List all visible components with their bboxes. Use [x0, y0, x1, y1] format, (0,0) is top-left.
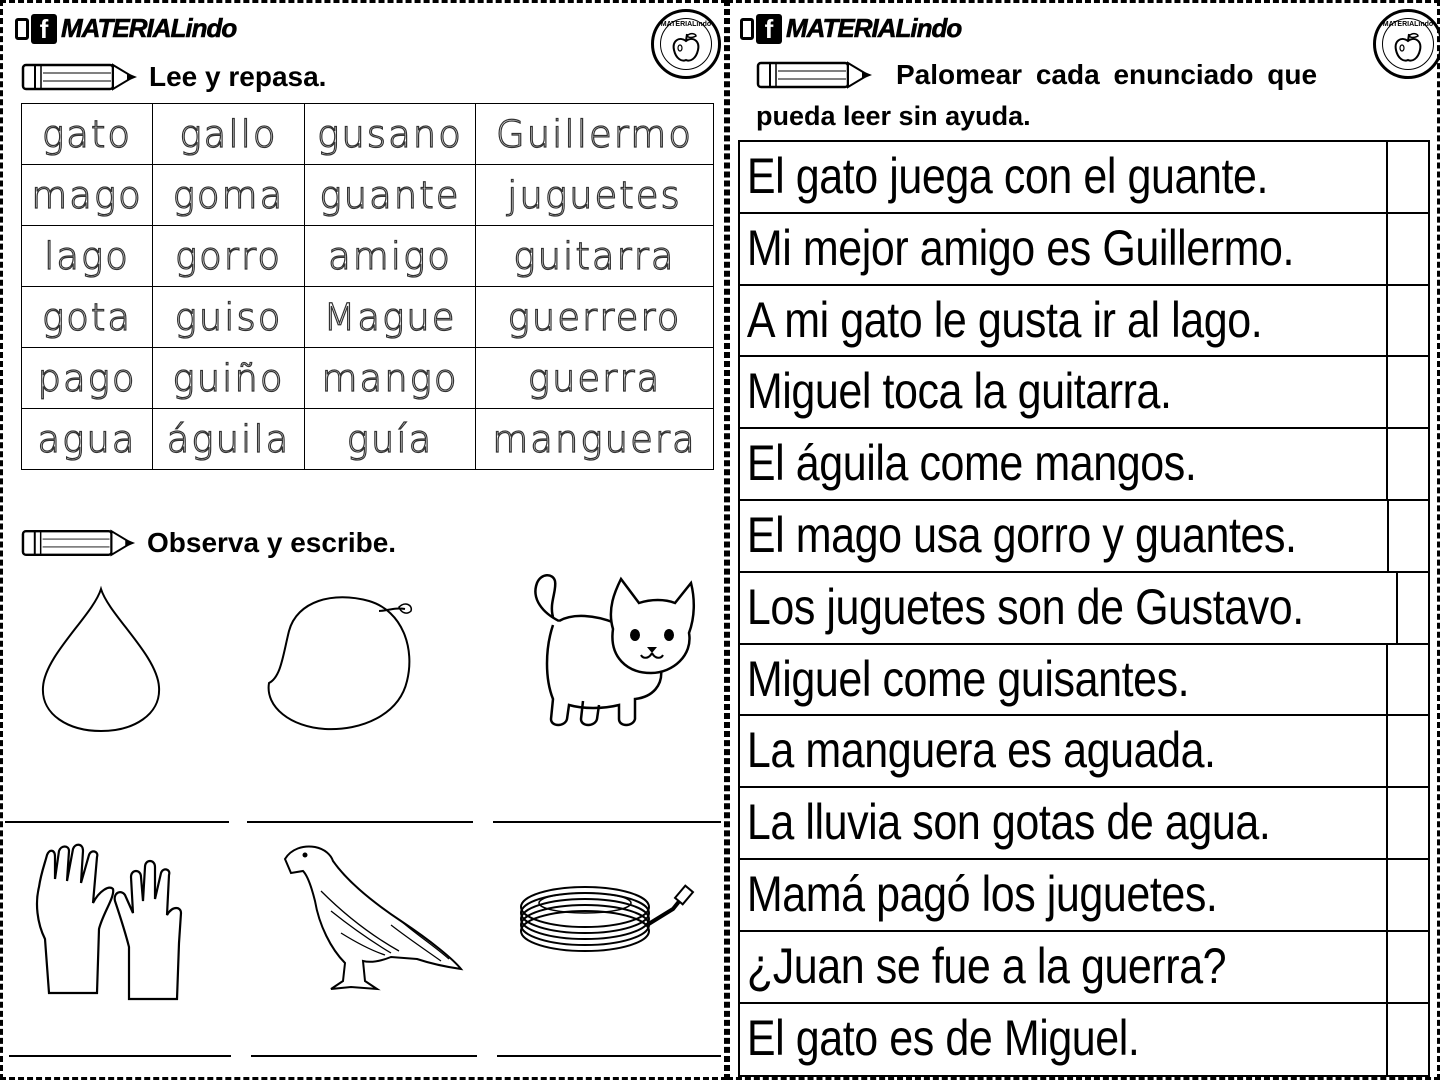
- instruction-text-line2: pueda leer sin ayuda.: [756, 101, 1031, 131]
- pencil-icon: [21, 527, 141, 559]
- apple-seal-icon: MATERIALindo: [1373, 9, 1440, 79]
- check-box[interactable]: [1386, 860, 1428, 930]
- trace-word: manguera: [476, 409, 714, 470]
- trace-word: águila: [153, 409, 305, 470]
- trace-word: goma: [153, 165, 305, 226]
- word-row: [22, 409, 714, 470]
- check-box[interactable]: [1387, 501, 1428, 571]
- check-box[interactable]: [1386, 429, 1428, 499]
- sentence-text: Miguel come guisantes.: [746, 650, 1190, 707]
- sentence-row: [740, 286, 1428, 358]
- answer-line[interactable]: [251, 1055, 477, 1057]
- trace-word: gallo: [153, 104, 305, 165]
- sentence-row: [740, 716, 1428, 788]
- check-box[interactable]: [1386, 1004, 1428, 1076]
- folder-icon: [740, 18, 754, 40]
- instruction-text-line1: Palomear cada enunciado que: [896, 59, 1318, 90]
- sentence-row: [740, 860, 1428, 932]
- trace-word: mango: [305, 348, 476, 409]
- drop-icon: [39, 585, 164, 735]
- check-box[interactable]: [1386, 286, 1428, 356]
- sentence-text: El gato es de Miguel.: [746, 1009, 1140, 1066]
- trace-word: lago: [22, 226, 153, 287]
- sentence-row: [740, 142, 1428, 214]
- brand-logo: [740, 13, 961, 44]
- sentence-text: La lluvia son gotas de agua.: [746, 794, 1271, 851]
- folder-icon: [15, 18, 29, 40]
- eagle-icon: [281, 841, 466, 996]
- sentence-row: [740, 357, 1428, 429]
- trace-word: gato: [22, 104, 153, 165]
- sentence-row: [740, 788, 1428, 860]
- sentence-row: [740, 645, 1428, 717]
- sentence-text: El gato juega con el guante.: [746, 148, 1268, 204]
- pencil-icon: [756, 59, 878, 91]
- answer-line[interactable]: [247, 821, 473, 823]
- sentence-text: ¿Juan se fue a la guerra?: [746, 937, 1227, 994]
- trace-word: mago: [22, 165, 153, 226]
- sentence-row: [740, 1004, 1428, 1076]
- check-box[interactable]: [1386, 716, 1428, 786]
- facebook-icon: f: [756, 14, 782, 44]
- instruction-text: Lee y repasa.: [149, 61, 327, 92]
- answer-line[interactable]: [9, 1055, 231, 1057]
- sentence-text: El águila come mangos.: [746, 435, 1197, 492]
- trace-word: guitarra: [476, 226, 714, 287]
- word-row: [22, 226, 714, 287]
- sentence-row: [740, 932, 1428, 1004]
- trace-word: Guillermo: [476, 104, 714, 165]
- cat-icon: [523, 569, 698, 734]
- check-box[interactable]: [1396, 573, 1428, 643]
- sentence-text: Mi mejor amigo es Guillermo.: [746, 219, 1294, 276]
- answer-line[interactable]: [497, 1055, 721, 1057]
- check-box[interactable]: [1386, 357, 1428, 427]
- brand-name: MATERIALindo: [61, 13, 237, 43]
- facebook-icon: f: [31, 14, 57, 44]
- trace-word: guiño: [153, 348, 305, 409]
- trace-word: pago: [22, 348, 153, 409]
- answer-line[interactable]: [493, 821, 721, 823]
- check-box[interactable]: [1386, 214, 1428, 284]
- word-row: [22, 104, 714, 165]
- trace-word: amigo: [305, 226, 476, 287]
- trace-word: guía: [305, 409, 476, 470]
- trace-word: guiso: [153, 287, 305, 348]
- trace-word: guante: [305, 165, 476, 226]
- sentence-text: La manguera es aguada.: [746, 722, 1216, 779]
- sentence-row: [740, 429, 1428, 501]
- sentence-text: El mago usa gorro y guantes.: [746, 506, 1297, 563]
- instruction-observe-write: [21, 527, 396, 559]
- right-worksheet: [727, 0, 1440, 1080]
- sentence-text: Miguel toca la guitarra.: [746, 363, 1172, 420]
- pencil-icon: [21, 61, 143, 93]
- word-row: [22, 165, 714, 226]
- check-box[interactable]: [1386, 645, 1428, 715]
- answer-line[interactable]: [5, 821, 229, 823]
- trace-word: guerra: [476, 348, 714, 409]
- word-trace-table: [21, 103, 714, 470]
- sentence-row: [740, 501, 1428, 573]
- sentence-checklist: [738, 140, 1430, 1077]
- trace-word: gusano: [305, 104, 476, 165]
- trace-word: agua: [22, 409, 153, 470]
- word-row: [22, 287, 714, 348]
- sentence-text: Los juguetes son de Gustavo.: [746, 578, 1304, 635]
- trace-word: gota: [22, 287, 153, 348]
- instruction-check-sentences: [756, 59, 1317, 91]
- trace-word: juguetes: [476, 165, 714, 226]
- trace-word: guerrero: [476, 287, 714, 348]
- sentence-text: A mi gato le gusta ir al lago.: [746, 291, 1263, 348]
- mango-icon: [261, 585, 421, 735]
- word-row: [22, 348, 714, 409]
- instruction-text: Observa y escribe.: [147, 527, 397, 558]
- sentence-row: [740, 214, 1428, 286]
- check-box[interactable]: [1386, 932, 1428, 1002]
- trace-word: Mague: [305, 287, 476, 348]
- instruction-read-trace: [21, 61, 326, 93]
- trace-word: gorro: [153, 226, 305, 287]
- sentence-row: [740, 573, 1428, 645]
- check-box[interactable]: [1386, 142, 1428, 212]
- hose-icon: [515, 869, 705, 959]
- brand-logo: [15, 13, 236, 44]
- sentence-text: Mamá pagó los juguetes.: [746, 865, 1218, 922]
- check-box[interactable]: [1386, 788, 1428, 858]
- brand-name: MATERIALindo: [786, 13, 962, 43]
- apple-seal-icon: MATERIALindo: [651, 9, 721, 79]
- gloves-icon: [33, 843, 193, 1008]
